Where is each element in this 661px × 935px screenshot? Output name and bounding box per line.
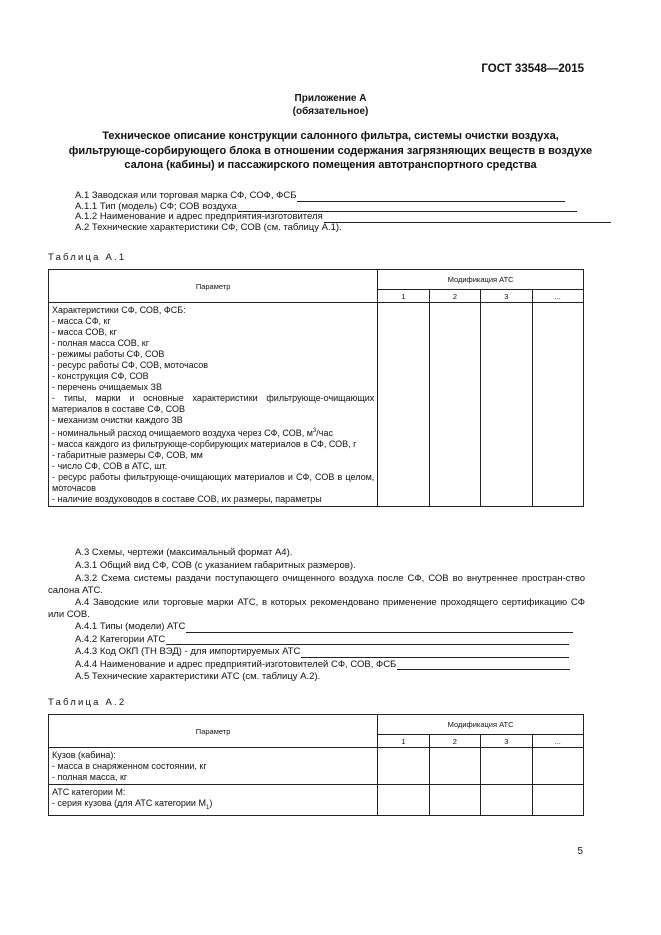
fill-blank: [186, 624, 573, 633]
form-label: А.1.1 Тип (модель) СФ; СОВ воздуха: [75, 200, 237, 212]
param-cell: [49, 785, 378, 816]
form-label: А.2 Технические характеристики СФ, СОВ (см. таблицу А.1).: [75, 221, 342, 233]
appendix-status: (обязательное): [292, 106, 369, 117]
param-line: Характеристики СФ, СОВ, ФСБ:: [52, 305, 186, 315]
form-label: А.4.4 Наименование и адрес предприятий-изготовителей СФ, СОВ, ФСБ: [75, 658, 397, 670]
table-a1-label: Таблица А.1: [48, 252, 127, 263]
superscript: 3: [312, 428, 317, 434]
param-cell: [49, 748, 378, 785]
section-a3: [48, 548, 585, 683]
heading-line: салона (кабины) и пассажирского помещения автотранспортного средства: [124, 159, 537, 171]
col-header: 2: [429, 735, 480, 748]
table-a1: [48, 269, 584, 507]
form-line: [48, 647, 585, 658]
form-line: [48, 622, 585, 633]
param-line: - режимы работы СФ, СОВ: [52, 349, 165, 359]
value-cell: [481, 785, 532, 816]
param-line: - масса СФ, кг: [52, 316, 111, 326]
param-line: - полная масса, кг: [52, 772, 128, 782]
param-cell: [49, 303, 378, 507]
col-header: ...: [532, 735, 583, 748]
value-cell: [532, 303, 583, 507]
value-cell: [481, 748, 532, 785]
param-line: АТС категории М:: [52, 787, 126, 797]
param-line: Кузов (кабина):: [52, 750, 116, 760]
value-cell: [429, 303, 480, 507]
param-text: - серия кузова (для АТС категории М: [52, 798, 206, 808]
form-line: А.5 Технические характеристики АТС (см. таблицу А.2).: [75, 671, 321, 682]
param-header: Параметр: [49, 270, 378, 303]
param-line: - типы, марки и основные характеристики фильтрующе-очищающих материалов в составе СФ, СОВ: [52, 393, 375, 414]
form-label: А.4.2 Категории АТС: [75, 633, 166, 645]
form-label: А.4.1 Типы (модели) АТС: [75, 621, 186, 632]
form-line: [48, 635, 585, 646]
col-header: ...: [532, 290, 583, 303]
param-line: - механизм очистки каждого ЗВ: [52, 415, 183, 425]
param-text: - номинальный расход очищаемого воздуха через СФ, СОВ, м: [52, 428, 313, 438]
heading-line: фильтрующе-сорбирующего блока в отношении содержания загрязняющих веществ в воздухе: [68, 144, 593, 157]
fill-blank: [301, 649, 569, 658]
page-number: 5: [577, 846, 583, 857]
value-cell: [378, 303, 429, 507]
col-header: 3: [481, 735, 532, 748]
param-line: - наличие воздуховодов в составе СОВ, их размеры, параметры: [52, 494, 322, 504]
param-line: - полная масса СОВ, кг: [52, 338, 150, 348]
mod-header: Модификация АТС: [378, 715, 584, 735]
param-line: - габаритные размеры СФ, СОВ, мм: [52, 450, 203, 460]
fill-blank: [324, 214, 611, 223]
table-a2-label: Таблица А.2: [48, 697, 127, 708]
fill-blank: [297, 193, 565, 202]
param-line: - конструкция СФ, СОВ: [52, 371, 149, 381]
form-line: А.3 Схемы, чертежи (максимальный формат А4).: [75, 547, 293, 558]
form-line: А.3.1 Общий вид СФ, СОВ (с указанием габаритных размеров).: [75, 559, 356, 571]
appendix-name: Приложение А: [294, 93, 367, 104]
value-cell: [378, 785, 429, 816]
appendix-title: [0, 92, 661, 118]
value-cell: [481, 303, 532, 507]
col-header: 2: [429, 290, 480, 303]
form-label: А.1.2 Наименование и адрес предприятия-изготовителя: [75, 211, 323, 222]
value-cell: [429, 748, 480, 785]
paragraph: А.4 Заводские или торговые марки АТС, в которых рекомендовано применение проходящего сертификацию СФ или СОВ.: [48, 597, 585, 620]
value-cell: [378, 748, 429, 785]
mod-header: Модификация АТС: [378, 270, 584, 290]
fill-blank: [166, 636, 569, 645]
document-heading: [60, 129, 601, 173]
standard-code: ГОСТ 33548—2015: [481, 63, 584, 75]
form-label: А.1 Заводская или торговая марка СФ, СОФ, ФСБ: [75, 190, 297, 201]
form-line: [48, 660, 585, 671]
col-header: 3: [481, 290, 532, 303]
value-cell: [532, 748, 583, 785]
param-line: [52, 798, 374, 814]
param-line: [52, 426, 374, 439]
section-a1: [48, 191, 585, 233]
table-a2: [48, 714, 584, 816]
param-line: - перечень очищаемых ЗВ: [52, 382, 162, 392]
param-text: /час: [316, 428, 333, 438]
value-cell: [532, 785, 583, 816]
param-line: - масса каждого из фильтрующе-сорбирующих материалов в СФ, СОВ, г: [52, 439, 357, 449]
paragraph: А.3.2 Схема системы раздачи поступающего очищенного воздуха после СФ, СОВ во внутреннее простран-ство салона АТС.: [48, 573, 585, 596]
fill-blank: [397, 661, 570, 670]
subscript: 1: [205, 804, 210, 811]
param-line: - масса в снаряженном состоянии, кг: [52, 761, 207, 771]
heading-line: Техническое описание конструкции салонного фильтра, системы очистки воздуха,: [102, 130, 559, 142]
value-cell: [429, 785, 480, 816]
param-text: ): [209, 798, 213, 808]
param-line: - ресурс работы фильтрующе-очищающих материалов и СФ, СОВ в целом, моточасов: [52, 472, 375, 493]
param-line: - масса СОВ, кг: [52, 327, 117, 337]
form-line: [48, 223, 585, 234]
param-header: Параметр: [49, 715, 378, 748]
param-line: - число СФ, СОВ в АТС, шт.: [52, 461, 168, 471]
col-header: 1: [378, 735, 429, 748]
col-header: 1: [378, 290, 429, 303]
param-line: - ресурс работы СФ, СОВ, моточасов: [52, 360, 209, 370]
form-label: А.4.3 Код ОКП (ТН ВЭД) - для импортируемых АТС: [75, 646, 301, 657]
